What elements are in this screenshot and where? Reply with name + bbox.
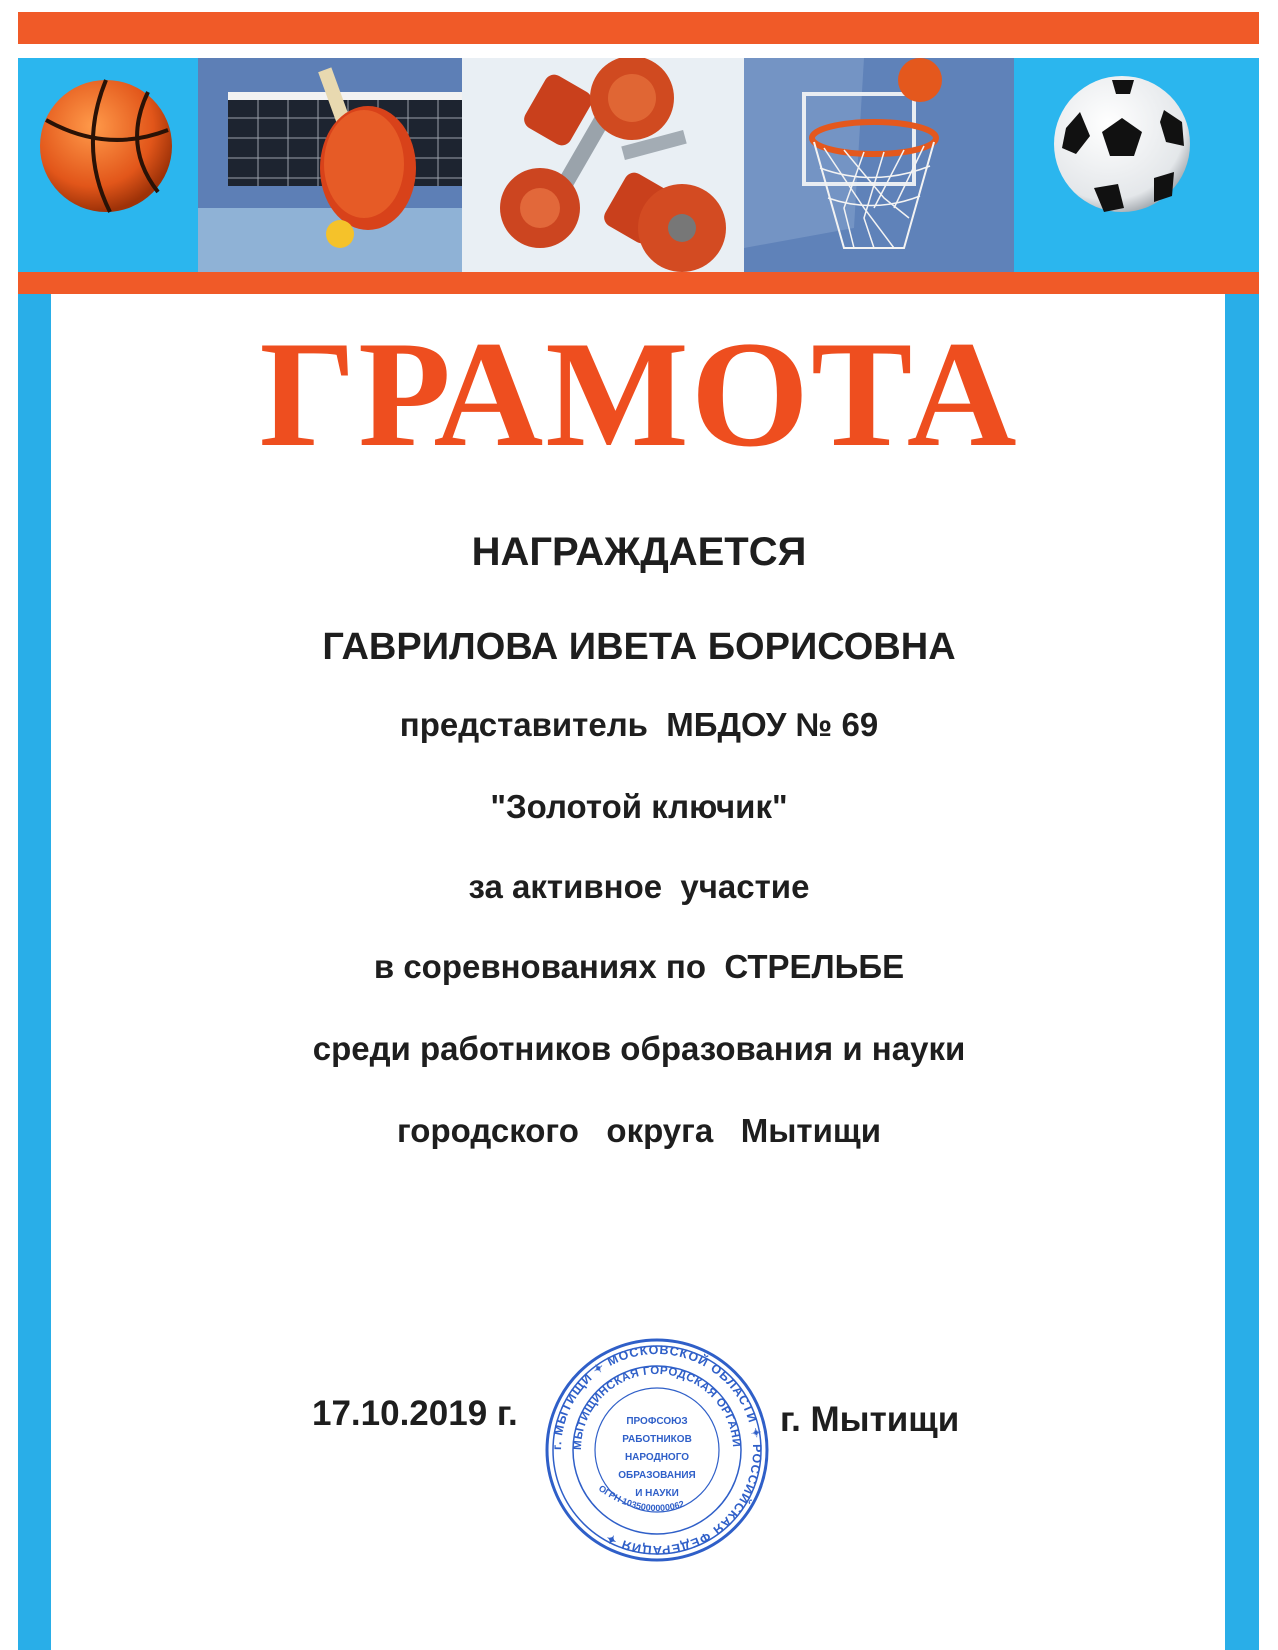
stamp-center-line: ПРОФСОЮЗ (626, 1416, 688, 1427)
top-red-stripe (18, 12, 1259, 44)
stamp-inner-text: МЫТИЩИНСКАЯ ГОРОДСКАЯ ОРГАНИ (571, 1364, 743, 1451)
stamp-center-line: НАРОДНОГО (624, 1452, 690, 1463)
text-line: среди работников образования и науки (312, 1030, 966, 1067)
text-line: представитель МБДОУ № 69 (399, 706, 879, 743)
basketball-icon (18, 58, 198, 272)
certificate-city: г. Мытищи (780, 1400, 960, 1439)
union-stamp (543, 1336, 771, 1564)
text-line: городского округа Мытищи (396, 1112, 882, 1149)
stamp-outer-text: г. МЫТИЩИ ✦ МОСКОВСКОЙ ОБЛАСТИ ✦ РОССИЙСКАЯ ФЕДЕРАЦИЯ ✦ (549, 1342, 765, 1558)
table-tennis-icon (198, 58, 462, 272)
stamp-ogrn: ОГРН 1035000000062 (596, 1483, 686, 1514)
sports-banner (18, 58, 1259, 272)
stamp-center-line: РАБОТНИКОВ (622, 1434, 692, 1445)
dumbbells-icon (462, 58, 744, 272)
awarded-label: НАГРАЖДАЕТСЯ (471, 530, 807, 574)
certificate-title: ГРАМОТА (259, 310, 1019, 478)
basketball-hoop-icon (744, 58, 1014, 272)
stamp-center-line: И НАУКИ (635, 1488, 679, 1499)
text-line: за активное участие (468, 868, 810, 905)
soccer-ball-icon (1014, 58, 1259, 272)
recipient-name: ГАВРИЛОВА ИВЕТА БОРИСОВНА (322, 626, 956, 668)
text-line: "Золотой ключик" (490, 788, 788, 825)
certificate-date: 17.10.2019 г. (312, 1394, 518, 1433)
text-line: в соревнованиях по СТРЕЛЬБЕ (373, 948, 905, 985)
stamp-center-line: ОБРАЗОВАНИЯ (618, 1470, 696, 1481)
